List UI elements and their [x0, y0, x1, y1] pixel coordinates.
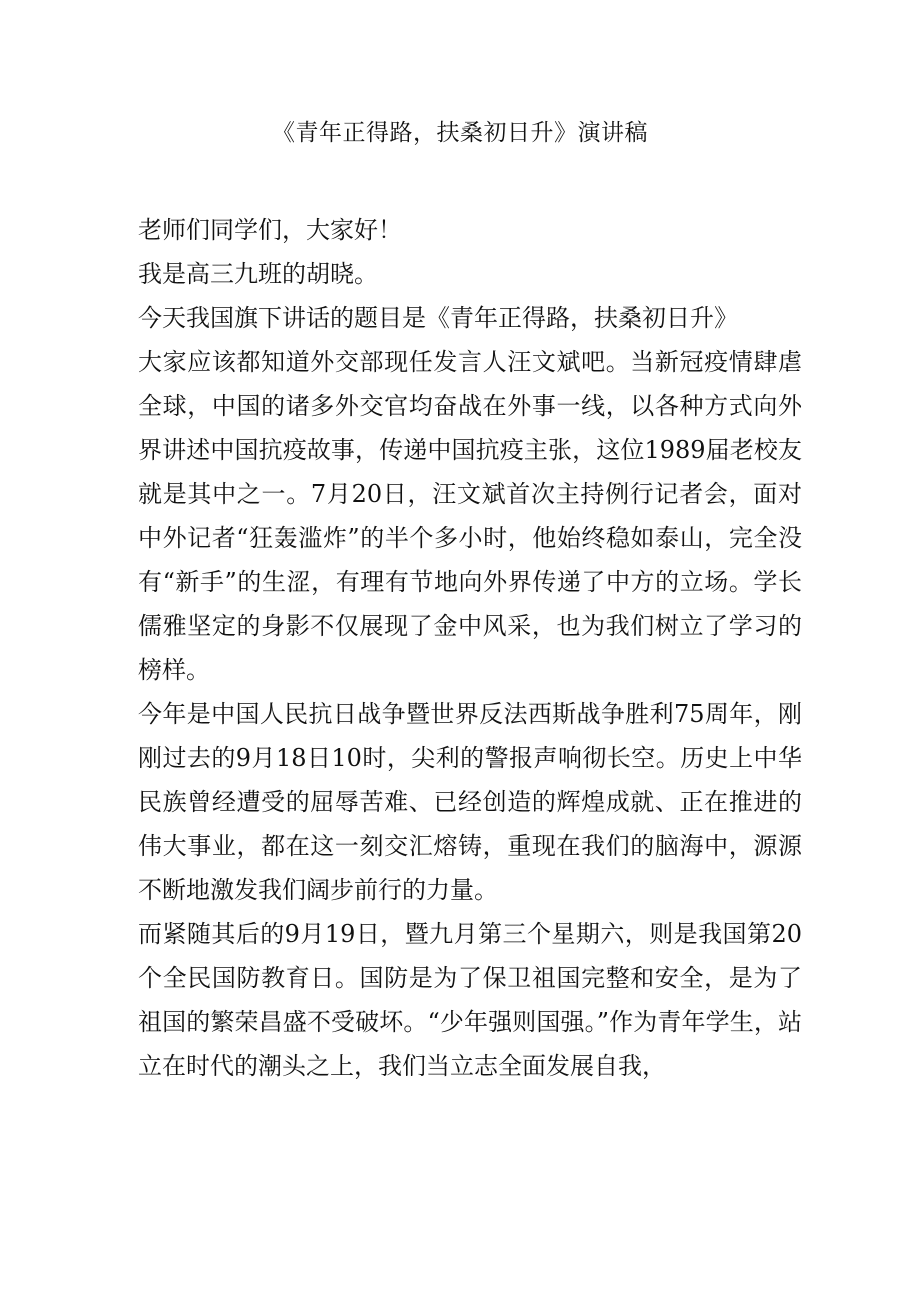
- paragraph-anniversary: 今年是中国人民抗日战争暨世界反法西斯战争胜利75周年，刚刚过去的9月18日10时，尖利的警报声响彻长空。历史上中华民族曾经遭受的屈辱苦难、已经创造的辉煌成就、正在推进的伟大事业，都在这一刻交汇熔铸，重现在我们的脑海中，源源不断地激发我们阔步前行的力量。: [138, 700, 802, 904]
- document-body: [138, 208, 802, 1088]
- paragraph-wang-wenbin: 大家应该都知道外交部现任发言人汪文斌吧。当新冠疫情肆虐全球，中国的诸多外交官均奋战在外事一线，以各种方式向外界讲述中国抗疫故事，传递中国抗疫主张，这位1989届老校友就是其中之一。7月20日，汪文斌首次主持例行记者会，面对中外记者“狂轰滥炸”的半个多小时，他始终稳如泰山，完全没有“新手”的生涩，有理有节地向外界传递了中方的立场。学长儒雅坚定的身影不仅展现了金中风采，也为我们树立了学习的榜样。: [138, 348, 802, 684]
- paragraph-greeting: 老师们同学们，大家好！: [138, 216, 402, 244]
- document-title: 《青年正得路，扶桑初日升》演讲稿: [272, 120, 648, 146]
- paragraph-introduction: 我是高三九班的胡晓。: [138, 260, 378, 288]
- paragraph-defense-day: 而紧随其后的9月19日，暨九月第三个星期六，则是我国第20个全民国防教育日。国防是为了保卫祖国完整和安全，是为了祖国的繁荣昌盛不受破坏。“少年强则国强。”作为青年学生，站立在时代的潮头之上，我们当立志全面发展自我，: [138, 920, 802, 1080]
- paragraph-topic: 今天我国旗下讲话的题目是《青年正得路，扶桑初日升》: [138, 304, 738, 332]
